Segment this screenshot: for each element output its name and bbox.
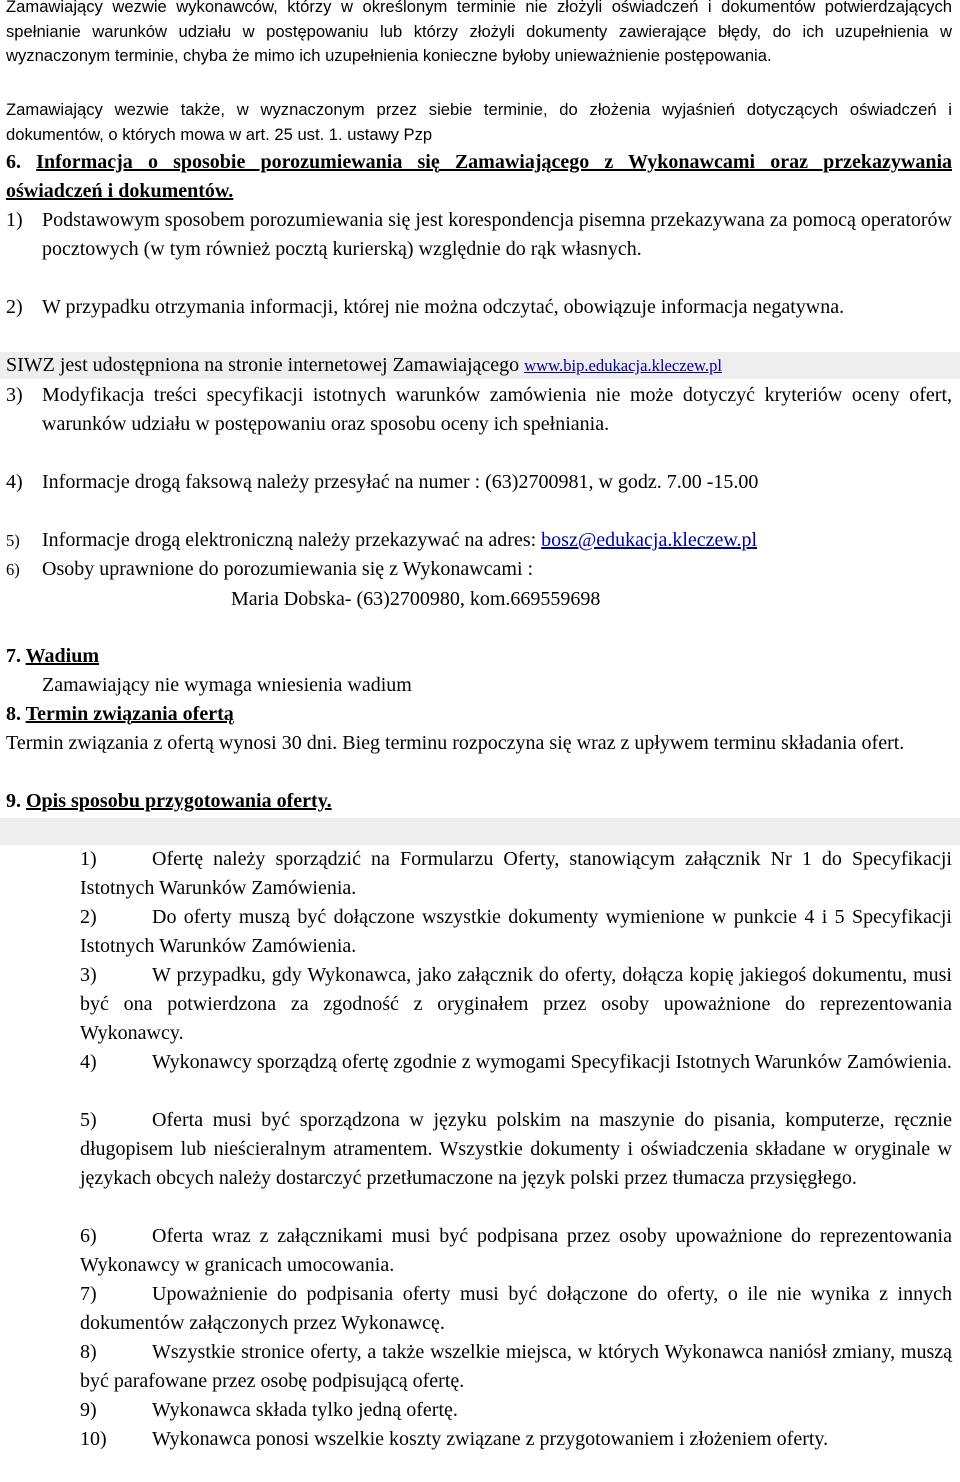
- item-number: 2): [6, 296, 23, 318]
- item-text: Oferta musi być sporządzona w języku polskim na maszynie do pisania, komputerze, ręcznie długopisem lub nieścieralnym atramentem. Wszystkie dokumenty i oświadczenia składane w oryginale w językach obcych należy dostarczyć przetłumaczone na język polski przez tłumacza przysięgłego.: [80, 1109, 952, 1189]
- intro-paragraph-1: Zamawiający wezwie wykonawców, którzy w określonym terminie nie złożyli oświadczeń i dokumentów potwierdzających spełnianie warunków udziału w postępowaniu lub którzy złożyli dokumenty zawierające błędy, do ich uzupełnienia w wyznaczonym terminie, chyba że mimo ich uzupełnienia konieczne byłoby unieważnienie postępowania.: [6, 0, 952, 66]
- item-text: Modyfikacja treści specyfikacji istotnych warunków zamówienia nie może dotyczyć kryteriów oceny ofert, warunków udziału w postępowaniu oraz sposobu oceny ich spełniania.: [42, 384, 952, 435]
- section-9-item-6: [80, 1222, 952, 1280]
- section-6-title: Informacja o sposobie porozumiewania się Zamawiającego z Wykonawcami oraz przekazywania oświadczeń i dokumentów.: [6, 151, 953, 202]
- section-6-item-6: [6, 555, 952, 584]
- item-text: Do oferty muszą być dołączone wszystkie dokumenty wymienione w punkcie 4 i 5 Specyfikacji Istotnych Warunków Zamówienia.: [80, 906, 952, 957]
- item-text: Wszystkie stronice oferty, a także wszelkie miejsca, w których Wykonawca naniósł zmiany, muszą być parafowane przez osobę podpisującą ofertę.: [80, 1341, 952, 1392]
- section-6-item-4: [6, 468, 952, 497]
- item-5-text: Informacje drogą elektroniczną należy przekazywać na adres:: [42, 529, 542, 551]
- item-text: W przypadku otrzymania informacji, której nie można odczytać, obowiązuje informacja negatywna.: [42, 296, 845, 318]
- item-text: Osoby uprawnione do porozumiewania się z Wykonawcami :: [42, 558, 534, 580]
- section-9-item-8: [80, 1338, 952, 1396]
- contact-person: Maria Dobska- (63)2700980, kom.669559698: [231, 588, 601, 610]
- section-6-item-1: [6, 206, 952, 264]
- section-9-item-1: [80, 845, 952, 903]
- section-8-text: Termin związania z ofertą wynosi 30 dni. Bieg terminu rozpoczyna się wraz z upływem terminu składania ofert.: [6, 732, 905, 754]
- section-9-title: Opis sposobu przygotowania oferty.: [26, 790, 332, 812]
- section-7-text: Zamawiający nie wymaga wniesienia wadium: [42, 674, 412, 696]
- item-text: [42, 526, 952, 555]
- item-number: 4): [80, 1051, 97, 1073]
- item-number: 9): [80, 1399, 97, 1421]
- item-number: 8): [80, 1341, 97, 1363]
- item-number: 6): [80, 1225, 97, 1247]
- item-number: 5): [6, 531, 20, 550]
- item-number: 1): [80, 848, 97, 870]
- section-9-item-9: [80, 1396, 952, 1425]
- item-text: Wykonawcy sporządzą ofertę zgodnie z wymogami Specyfikacji Istotnych Warunków Zamówienia.: [152, 1051, 952, 1073]
- section-9-heading: [6, 787, 952, 816]
- item-text: Upoważnienie do podpisania oferty musi być dołączone do oferty, o ile nie wynika z innych dokumentów załączonych przez Wykonawcę.: [80, 1283, 952, 1334]
- section-8-title: Termin związania ofertą: [25, 703, 234, 725]
- section-8-number: 8.: [6, 703, 21, 725]
- section-9-number: 9.: [6, 790, 21, 812]
- section-7-number: 7.: [6, 645, 21, 667]
- section-9-item-10: [80, 1425, 952, 1454]
- siwz-line: [6, 351, 952, 380]
- section-9-item-3: [80, 961, 952, 1048]
- siwz-text: SIWZ jest udostępniona na stronie internetowej Zamawiającego: [6, 354, 525, 376]
- item-text: Wykonawca składa tylko jedną ofertę.: [152, 1399, 458, 1421]
- item-number: 3): [6, 384, 23, 406]
- section-9-item-2: [80, 903, 952, 961]
- section-6-item-5: [6, 526, 952, 555]
- item-number: 2): [80, 906, 97, 928]
- item-number: 1): [6, 209, 23, 231]
- item-text: Podstawowym sposobem porozumiewania się jest korespondencja pisemna przekazywana za pomocą operatorów pocztowych (w tym również pocztą kurierską) względnie do rąk własnych.: [42, 209, 952, 260]
- item-number: 6): [6, 560, 20, 579]
- item-text: Informacje drogą faksową należy przesyłać na numer : (63)2700981, w godz. 7.00 -15.00: [42, 471, 759, 493]
- section-9-item-4: [80, 1048, 952, 1077]
- intro-paragraph-2: Zamawiający wezwie także, w wyznaczonym przez siebie terminie, do złożenia wyjaśnień dotyczących oświadczeń i dokumentów, o których mowa w art. 25 ust. 1. ustawy Pzp: [6, 100, 952, 144]
- section-7-heading: [6, 642, 952, 671]
- item-number: 10): [80, 1428, 107, 1450]
- section-6-item-2: [6, 293, 952, 322]
- item-text: W przypadku, gdy Wykonawca, jako załącznik do oferty, dołącza kopię jakiegoś dokumentu, musi być ona potwierdzona za zgodność z oryginałem przez osoby upoważnione do reprezentowania Wykonawcy.: [80, 964, 952, 1044]
- section-9-item-5: [80, 1106, 952, 1193]
- section-9-shade: [0, 818, 960, 845]
- item-number: 7): [80, 1283, 97, 1305]
- section-7-title: Wadium: [25, 645, 99, 667]
- siwz-link[interactable]: www.bip.edukacja.kleczew.pl: [524, 356, 722, 375]
- section-6-number: 6.: [6, 151, 21, 173]
- section-6-item-3: [6, 381, 952, 439]
- item-text: Wykonawca ponosi wszelkie koszty związane z przygotowaniem i złożeniem oferty.: [152, 1428, 829, 1450]
- section-8-heading: [6, 700, 952, 729]
- item-text: Ofertę należy sporządzić na Formularzu Oferty, stanowiącym załącznik Nr 1 do Specyfikacji Istotnych Warunków Zamówienia.: [80, 848, 952, 899]
- email-link[interactable]: bosz@edukacja.kleczew.pl: [541, 529, 758, 551]
- section-6-heading: [6, 148, 952, 206]
- item-text: Oferta wraz z załącznikami musi być podpisana przez osoby upoważnione do reprezentowania Wykonawcy w granicach umocowania.: [80, 1225, 952, 1276]
- item-number: 5): [80, 1109, 97, 1131]
- item-number: 3): [80, 964, 97, 986]
- section-9-item-7: [80, 1280, 952, 1338]
- item-number: 4): [6, 471, 23, 493]
